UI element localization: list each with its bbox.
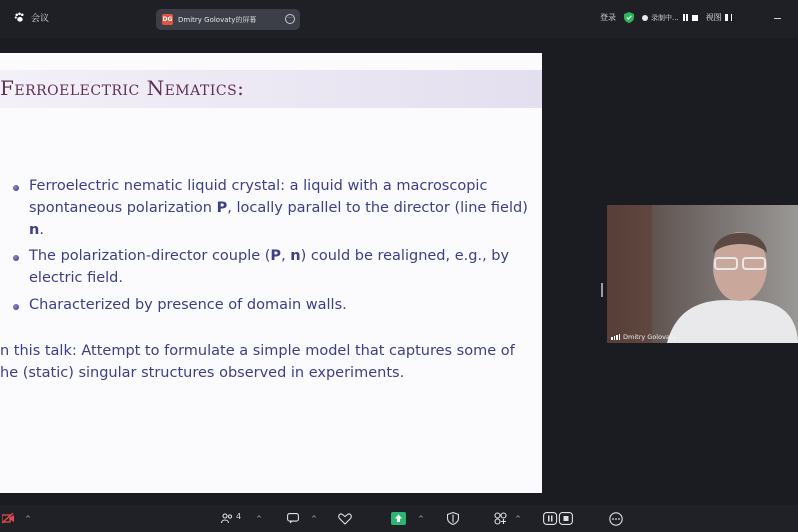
bullet-1-line-2	[29, 198, 528, 219]
bullet-marker-icon	[12, 251, 24, 263]
slide-title: Ferroelectric Nematics:	[0, 76, 245, 100]
chevron-up-icon[interactable]: ^	[256, 515, 262, 523]
security-shield-icon[interactable]	[447, 512, 459, 525]
text-run: .	[39, 222, 44, 238]
more-options-icon[interactable]: ···	[285, 14, 295, 24]
bullet-3-line-1: Characterized by presence of domain walls.	[29, 297, 347, 313]
view-layout-icon	[725, 14, 732, 21]
meeting-label: 会议	[31, 14, 50, 24]
bullet-marker-icon	[12, 300, 24, 312]
symbol-p: P	[270, 248, 282, 264]
participant-name: Dmitry Golovaty	[623, 333, 677, 341]
top-bar	[0, 0, 798, 38]
bullet-1-line-1: Ferroelectric nematic liquid crystal: a liquid with a macroscopic	[29, 178, 488, 194]
symbol-p: P	[216, 200, 228, 216]
bullet-2-line-1	[29, 246, 509, 267]
view-menu[interactable]	[706, 12, 732, 23]
text-run: ) could be realigned, e.g., by	[300, 248, 510, 264]
stop-recording-icon[interactable]	[692, 15, 698, 21]
bottom-toolbar	[0, 505, 798, 532]
record-dot-icon	[642, 15, 648, 21]
text-run: spontaneous polarization	[29, 200, 217, 216]
chevron-up-icon[interactable]: ^	[515, 515, 521, 523]
chevron-up-icon[interactable]: ^	[311, 515, 317, 523]
chevron-up-icon[interactable]: ^	[418, 515, 424, 523]
text-run: , locally parallel to the director (line field)	[227, 200, 528, 216]
screen-share-indicator[interactable]	[156, 9, 300, 30]
record-controls-icon[interactable]	[543, 512, 573, 525]
participant-name-tag	[611, 333, 676, 341]
signal-strength-icon	[611, 334, 620, 340]
bullet-2-line-2: electric field.	[29, 270, 123, 286]
pause-recording-icon[interactable]	[683, 14, 688, 21]
symbol-n: n	[29, 222, 40, 238]
symbol-n: n	[290, 248, 301, 264]
chat-icon[interactable]	[287, 513, 299, 524]
chevron-up-icon[interactable]: ^	[25, 515, 31, 523]
reaction-heart-icon[interactable]	[338, 513, 352, 525]
participant-video-tile[interactable]	[607, 205, 798, 343]
share-avatar-badge: DG	[162, 16, 173, 23]
participants-icon[interactable]	[221, 513, 233, 524]
participants-count: 4	[236, 512, 242, 521]
share-screen-icon[interactable]	[391, 512, 406, 525]
recording-label: 录制中...	[651, 13, 679, 22]
share-title: Dmitry Golovaty的屏幕	[178, 15, 257, 24]
shield-check-icon	[624, 12, 634, 23]
paw-icon	[14, 12, 25, 23]
slide-header-band	[0, 70, 542, 108]
talk-summary-line-2: he (static) singular structures observed in experiments.	[0, 365, 405, 381]
participant-video-frame	[607, 205, 798, 343]
talk-summary-line-1: n this talk: Attempt to formulate a simple model that captures some of	[0, 343, 515, 359]
text-run: ,	[281, 248, 291, 264]
bullet-1-line-3	[29, 220, 44, 241]
panel-resize-handle[interactable]	[601, 283, 603, 297]
view-label: 视图	[705, 13, 722, 22]
login-button[interactable]: 登录	[600, 13, 616, 22]
shared-screen-slide	[0, 53, 542, 493]
meeting-menu[interactable]	[14, 11, 49, 24]
recording-indicator[interactable]	[642, 13, 698, 23]
video-off-icon[interactable]	[2, 513, 14, 524]
text-run: The polarization-director couple (	[29, 248, 271, 264]
minimize-icon[interactable]	[774, 18, 781, 19]
apps-icon[interactable]	[494, 512, 507, 525]
bullet-marker-icon	[12, 181, 24, 193]
more-icon[interactable]	[609, 512, 623, 526]
